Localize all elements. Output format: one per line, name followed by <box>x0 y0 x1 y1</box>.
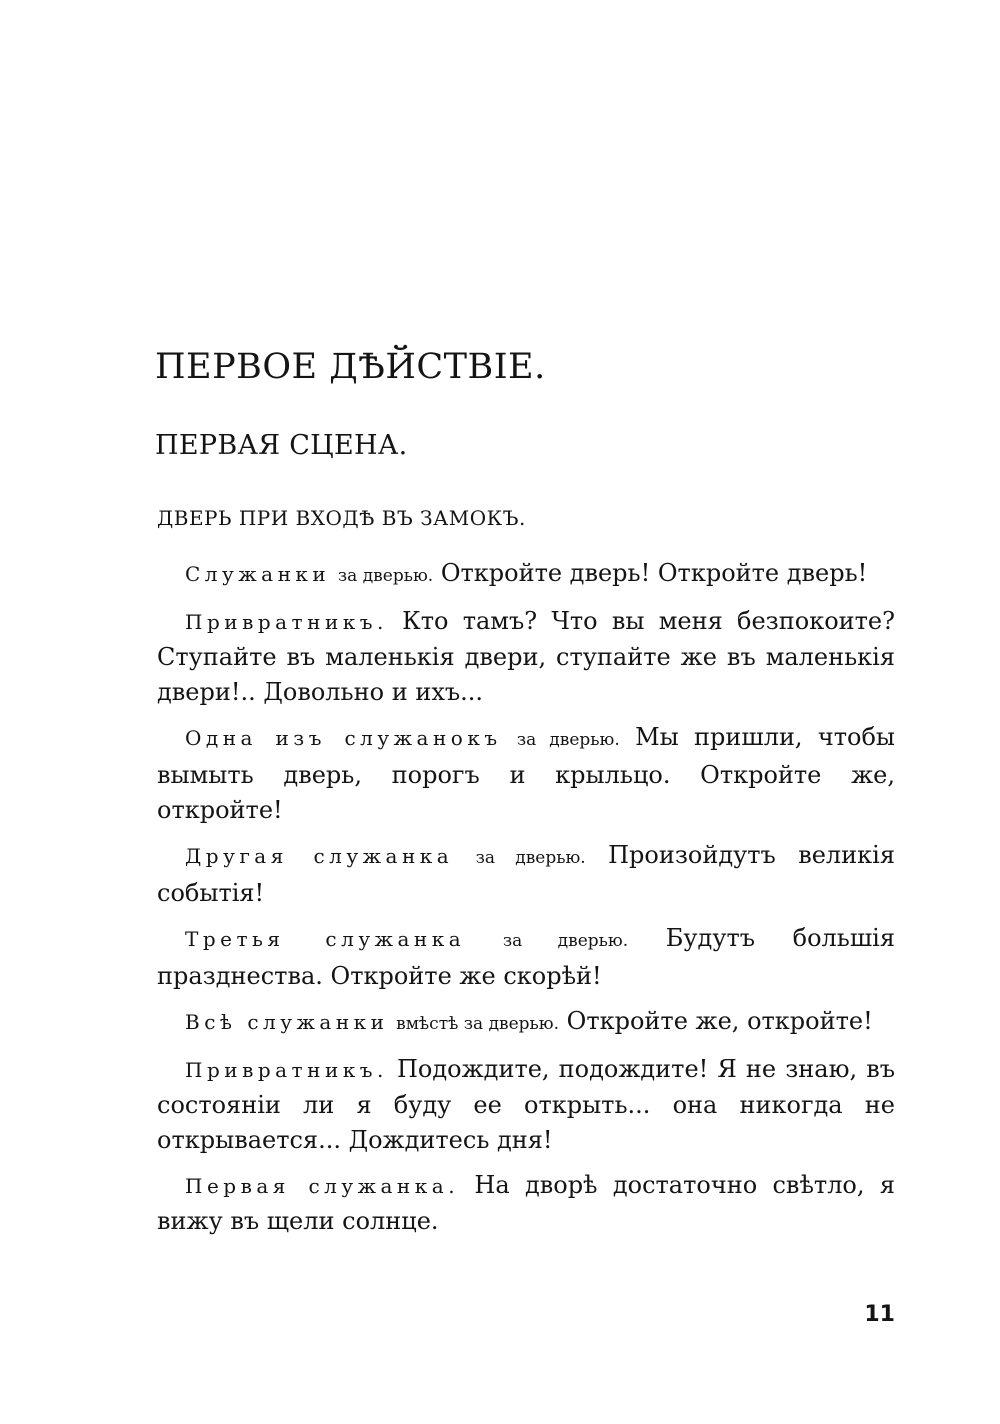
dialogue <box>157 556 895 1249</box>
speaker-name: Третья служанка <box>185 927 466 951</box>
speaker-name: Привратникъ. <box>185 610 388 634</box>
speech-text: Мы пришли, чтобы вымыть дверь, порогъ и крыльцо. Откройте же, откройте! <box>157 723 895 824</box>
dialogue-line <box>157 1004 895 1042</box>
speech-text: Откройте дверь! Откройте дверь! <box>440 559 868 587</box>
speaker-name: Одна изъ служанокъ <box>185 726 502 750</box>
speech-text: Кто тамъ? Что вы меня безпокоите? Ступайте въ маленькія двери, ступайте же въ маленькія двери!.. Довольно и ихъ... <box>157 607 895 706</box>
speaker-name: Всѣ служанки <box>185 1010 389 1034</box>
speech-text: Произойдутъ великія событія! <box>157 841 895 907</box>
stage-direction: за дверью. <box>502 931 629 951</box>
dialogue-line <box>157 1168 895 1239</box>
dialogue-line <box>157 604 895 710</box>
scene-title: ПЕРВАЯ СЦЕНА. <box>155 430 408 461</box>
speaker-name: Привратникъ. <box>185 1058 388 1082</box>
speech-text: На дворѣ достаточно свѣтло, я вижу въ щели солнце. <box>157 1171 895 1235</box>
stage-direction: за дверью. <box>475 848 586 868</box>
scene-setting: ДВЕРЬ ПРИ ВХОДѢ ВЪ ЗАМОКЪ. <box>157 506 526 530</box>
page-number: 11 <box>864 1302 895 1327</box>
dialogue-line <box>157 720 895 828</box>
speaker-name: Другая служанка <box>185 844 454 868</box>
stage-direction: за дверью. <box>337 566 434 586</box>
speaker-name: Первая служанка. <box>185 1174 460 1198</box>
dialogue-line <box>157 556 895 594</box>
dialogue-line <box>157 921 895 994</box>
speaker-name: Служанки <box>185 562 331 586</box>
speech-text: Будутъ большія празднества. Откройте же скорѣй! <box>157 924 895 990</box>
dialogue-line <box>157 838 895 911</box>
dialogue-line <box>157 1052 895 1158</box>
act-title: ПЕРВОЕ ДѢЙСТВІЕ. <box>155 347 546 387</box>
speech-text: Подождите, подождите! Я не знаю, въ состояніи ли я буду ее открыть... она никогда не открывается... Дождитесь дня! <box>157 1055 895 1154</box>
stage-direction: за дверью. <box>516 730 620 750</box>
speech-text: Откройте же, откройте! <box>566 1007 873 1035</box>
stage-direction: вмѣстѣ за дверью. <box>396 1014 560 1034</box>
